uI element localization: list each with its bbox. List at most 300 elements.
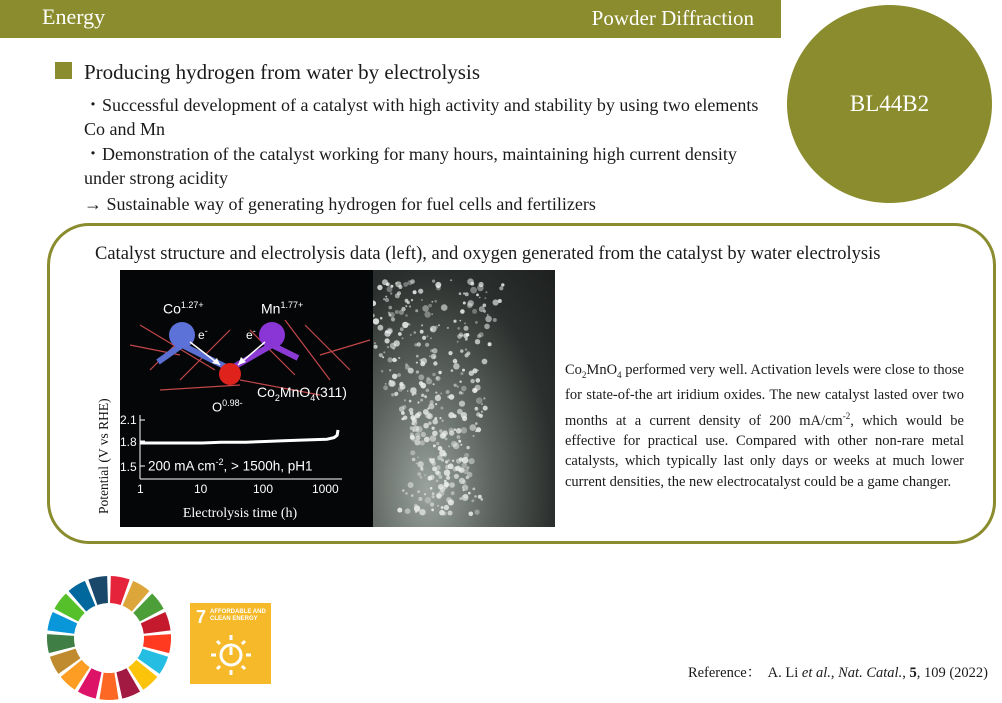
bubble: [476, 294, 479, 297]
bubble: [462, 369, 465, 372]
bubble: [464, 326, 469, 331]
bubble: [413, 290, 417, 294]
bubble: [405, 314, 408, 317]
bubble: [431, 301, 433, 303]
bubble: [428, 304, 432, 308]
bubble: [472, 309, 477, 314]
bubble: [470, 379, 474, 383]
bubble: [416, 355, 419, 358]
bubble: [385, 338, 390, 343]
electron-label: e-: [246, 326, 256, 342]
bubble: [420, 361, 425, 366]
sun-power-icon: [208, 633, 254, 677]
bubble: [463, 489, 465, 491]
bubble: [388, 357, 393, 362]
bubble: [423, 423, 429, 429]
bubble: [383, 351, 385, 353]
bubble: [493, 318, 497, 322]
bubble: [421, 432, 426, 437]
bubble: [401, 411, 405, 415]
bubble: [484, 324, 490, 330]
bubble: [418, 374, 424, 380]
bubble: [373, 301, 376, 307]
bubble: [435, 403, 437, 405]
y-tick-label: 1.5: [120, 460, 137, 474]
bubble: [386, 282, 390, 286]
bubble: [435, 395, 441, 401]
bubble: [409, 305, 411, 307]
bubble: [468, 492, 471, 495]
bubble: [481, 403, 483, 405]
bubble: [476, 378, 481, 383]
bubble: [470, 424, 477, 431]
bubble: [400, 327, 404, 331]
bubble: [417, 401, 419, 403]
bubble: [389, 306, 393, 310]
bubble: [424, 493, 426, 495]
bubble: [481, 411, 483, 413]
bubble: [422, 305, 429, 312]
bubble: [473, 435, 475, 437]
bubble: [485, 291, 487, 293]
bubble: [479, 282, 484, 287]
bubble: [459, 292, 462, 295]
category-label: Energy: [42, 4, 106, 29]
bubble: [422, 336, 426, 340]
bubble: [475, 510, 480, 515]
heading-bullet-square: [55, 62, 72, 79]
bubble: [472, 488, 475, 491]
bubble: [411, 299, 413, 301]
bubble: [389, 369, 391, 371]
bubble: [430, 337, 432, 339]
bubble: [467, 334, 469, 336]
bubble: [420, 330, 424, 334]
bubble: [412, 430, 414, 432]
bubble: [373, 314, 375, 318]
bubble: [447, 327, 449, 329]
bubble: [395, 359, 397, 361]
bubble: [499, 286, 503, 290]
bubble: [475, 430, 477, 432]
bubble: [391, 393, 394, 396]
bubble: [399, 406, 405, 412]
bubble: [428, 476, 433, 481]
bubble: [481, 498, 484, 501]
bubble: [467, 278, 474, 285]
bubble: [394, 392, 398, 396]
bubble: [436, 442, 439, 445]
bubble: [461, 427, 467, 433]
bubble: [465, 348, 467, 350]
bubble: [398, 285, 402, 289]
bubble: [432, 373, 435, 376]
topic-label: Powder Diffraction: [591, 6, 754, 30]
co-bond: [158, 345, 182, 362]
x-tick-label: 1000: [312, 482, 339, 496]
bubble-field: [373, 270, 555, 527]
co-atom: [169, 322, 195, 348]
bubble: [400, 384, 406, 390]
bubble: [487, 314, 489, 316]
bubble: [410, 387, 417, 394]
bubble: [447, 395, 450, 398]
bubble: [416, 462, 418, 464]
bubble: [469, 458, 475, 464]
bubble: [436, 377, 439, 380]
bubble: [444, 482, 450, 488]
o-label: $O^{0.98-}$: [212, 398, 243, 415]
bubble: [438, 446, 443, 451]
bubble: [462, 494, 469, 501]
bubble: [479, 297, 481, 299]
bubble: [402, 337, 404, 339]
bubble: [455, 466, 459, 470]
bubble: [482, 359, 488, 365]
bullet-item: → Sustainable way of generating hydrogen for fuel cells and fertilizers: [84, 194, 596, 214]
y-tick-label: 1.8: [120, 435, 137, 449]
bubble: [485, 316, 492, 323]
bubble: [475, 407, 478, 410]
chart-annotation: 200 mA $cm^{-2}$, > 1500h, pH1: [148, 457, 313, 474]
bubble: [409, 324, 411, 326]
bubble: [432, 495, 435, 498]
bubble: [434, 468, 436, 470]
bubble: [417, 490, 420, 493]
bubble: [421, 299, 423, 301]
bubble: [460, 309, 465, 314]
bubble: [397, 508, 402, 513]
bubble: [401, 307, 405, 311]
bubble: [405, 508, 411, 514]
bubble: [429, 355, 431, 357]
bubble: [395, 310, 399, 314]
bubble: [440, 393, 442, 395]
bubble: [433, 444, 436, 447]
bullet-item: ・Successful development of a catalyst with high activity and stability by using two elements Co and Mn: [84, 95, 759, 139]
bubble: [454, 474, 459, 479]
reference-citation: Reference： A. Li et al., Nat. Catal., 5, 109 (2022): [687, 665, 988, 681]
bubble: [442, 511, 446, 515]
bubble: [426, 389, 430, 393]
bubble: [381, 370, 384, 373]
bubble: [460, 444, 462, 446]
bubble: [390, 292, 392, 294]
bubble: [464, 323, 466, 325]
bubble: [428, 422, 431, 425]
bubble: [457, 386, 459, 388]
sdg-wheel-logo: [44, 575, 174, 701]
bubble: [436, 480, 439, 483]
beamline-label: BL44B2: [849, 91, 930, 116]
sdg7-icon: [190, 603, 271, 684]
bubble: [398, 332, 402, 336]
bubble: [483, 304, 487, 308]
bubble: [452, 460, 454, 462]
bubble: [483, 406, 488, 411]
bubble: [448, 412, 454, 418]
bubble: [430, 502, 434, 506]
bubble: [431, 313, 433, 315]
x-tick-label: 1: [137, 482, 144, 496]
bubble: [394, 340, 400, 346]
bubble: [444, 505, 449, 510]
bubble: [436, 493, 441, 498]
bubble: [403, 282, 408, 287]
bubble: [407, 280, 412, 285]
bubble: [467, 303, 473, 309]
bubble: [380, 317, 383, 320]
bubble: [412, 393, 414, 395]
sdg-wheel-segment: [99, 673, 118, 700]
bubble: [475, 339, 480, 344]
bubble: [459, 391, 462, 394]
bubble: [431, 509, 434, 512]
bubble: [387, 286, 393, 292]
bubble: [424, 311, 430, 317]
bubble: [432, 419, 438, 425]
bubble: [475, 321, 478, 324]
bubble: [430, 400, 434, 404]
bubble: [414, 440, 420, 446]
bubble: [383, 298, 385, 300]
bubble: [410, 334, 412, 336]
bubble: [457, 334, 462, 339]
bubble: [440, 407, 443, 410]
bubble: [459, 467, 465, 473]
bubble: [420, 476, 422, 478]
bubble: [479, 414, 483, 418]
bubble: [432, 280, 435, 283]
y-tick-label: 2.1: [120, 413, 137, 427]
bubble: [457, 341, 459, 343]
sdg-label: AFFORDABLE AND CLEAN ENERGY: [210, 609, 266, 622]
bubble: [384, 330, 390, 336]
bubble: [438, 484, 444, 490]
bubble: [439, 417, 441, 419]
bubble: [426, 335, 428, 337]
bubble: [451, 369, 454, 372]
bubble: [417, 457, 419, 459]
bubble: [415, 432, 420, 437]
bubble: [435, 392, 437, 394]
bubble: [493, 299, 499, 305]
bubble: [449, 428, 454, 433]
bubble: [484, 297, 486, 299]
bubble: [469, 371, 474, 376]
bubble: [391, 317, 395, 321]
bubble: [407, 390, 409, 392]
bubble: [415, 413, 420, 418]
co-label: $Co^{1.27+}$: [163, 300, 204, 317]
bubble: [374, 345, 378, 349]
bubble: [387, 346, 389, 348]
bubble: [417, 472, 421, 476]
bubble: [389, 312, 395, 318]
x-tick-label: 100: [253, 482, 274, 496]
bubble: [442, 420, 444, 422]
bubble: [385, 296, 387, 298]
bubble: [410, 450, 415, 455]
catalyst-figure: [120, 270, 378, 527]
bubble: [432, 348, 437, 353]
bubble: [385, 298, 389, 302]
bubble: [430, 326, 437, 333]
bubble: [466, 476, 470, 480]
bubble: [435, 470, 440, 475]
bubble: [483, 397, 485, 399]
bubble: [455, 361, 457, 363]
bubble: [433, 356, 435, 358]
bubble: [448, 511, 453, 516]
bubble: [411, 494, 414, 497]
bubble: [434, 300, 437, 303]
bubble: [479, 332, 484, 337]
bubble: [458, 440, 461, 443]
bubble: [430, 458, 435, 463]
bubble: [402, 489, 404, 491]
bubble: [475, 422, 478, 425]
bubble: [430, 435, 437, 442]
bubble: [438, 324, 440, 326]
figure-description: $Co_2MnO_4$ performed very well. Activation levels were close to those for state-of-the art iridium oxides. The new catalyst lasted over two months at a current density of 200 $mA/cm^{-2}$, which would be effective for practical use. Compared with other non-rare metal catalysts, which typically last only days or weeks at much lower current densities, the new electrocatalyst could be a game changer.: [565, 362, 964, 490]
bubble: [433, 383, 435, 385]
bubble: [476, 397, 483, 404]
bubble: [418, 497, 422, 501]
beamline-badge: [787, 5, 992, 203]
bubble: [478, 495, 482, 499]
bubble: [420, 399, 423, 402]
bubble: [446, 476, 450, 480]
bubble: [453, 443, 460, 450]
bubble: [432, 492, 435, 495]
bubble: [449, 482, 455, 488]
bubble: [466, 446, 469, 449]
bubble: [461, 386, 467, 392]
bubble: [398, 357, 400, 359]
bubble: [424, 437, 430, 443]
bubble: [425, 497, 431, 503]
bubble: [459, 381, 461, 383]
bubble: [377, 285, 382, 290]
bubble: [417, 342, 421, 346]
bubble: [420, 359, 423, 362]
bubble: [441, 459, 444, 462]
bubble: [397, 373, 401, 377]
bubble: [465, 292, 469, 296]
bubble: [474, 495, 477, 498]
bubble: [459, 478, 465, 484]
bubble: [457, 327, 460, 330]
potential-series-line: [140, 430, 338, 443]
y-axis-label: Potential (V vs RHE): [96, 398, 111, 514]
sdg-number: 7: [196, 607, 207, 627]
bubble: [383, 385, 388, 390]
bubble: [464, 453, 469, 458]
bubble: [469, 512, 474, 517]
bubble: [416, 370, 419, 373]
figure-caption: Catalyst structure and electrolysis data (left), and oxygen generated from the catalyst by water electrolysis: [95, 244, 881, 264]
bubble: [432, 427, 435, 430]
bubble: [488, 342, 492, 346]
bubble: [463, 302, 466, 305]
o-atom: [219, 363, 241, 385]
header-bar: [0, 0, 781, 37]
oxygen-bubbles-photo: [373, 270, 555, 527]
bullet-item: ・Demonstration of the catalyst working for many hours, maintaining high current density under strong acidity: [84, 144, 737, 188]
bubble: [501, 283, 504, 286]
bubble: [457, 435, 461, 439]
bubble: [453, 363, 459, 369]
bubble: [471, 499, 474, 502]
bubble: [420, 468, 423, 471]
facet-label: $Co_2MnO_4(311)$: [257, 384, 347, 403]
bubble: [392, 374, 397, 379]
bubble: [439, 429, 442, 432]
bubble: [451, 491, 455, 495]
page-title: Producing hydrogen from water by electrolysis: [84, 60, 480, 84]
bubble: [445, 438, 448, 441]
bubble: [420, 383, 426, 389]
bubble: [403, 416, 407, 420]
bubble: [408, 368, 414, 374]
bubble: [460, 320, 462, 322]
bubble: [404, 399, 406, 401]
x-axis-label: Electrolysis time (h): [182, 506, 298, 521]
bubble: [460, 349, 463, 352]
bubble: [389, 380, 391, 382]
bubble: [474, 388, 477, 391]
bubble: [412, 420, 418, 426]
bubble: [441, 304, 448, 311]
bubble: [426, 377, 430, 381]
bubble: [421, 324, 423, 326]
bubble: [462, 416, 467, 421]
mn-label: $Mn^{1.77+}$: [261, 300, 304, 317]
bubble: [450, 279, 452, 281]
bubble: [416, 362, 418, 364]
bubble: [405, 492, 407, 494]
bubble: [407, 301, 410, 304]
bubble: [414, 331, 417, 334]
bubble: [448, 351, 452, 355]
bubble: [395, 293, 400, 298]
x-tick-label: 10: [194, 482, 208, 496]
bubble: [412, 458, 416, 462]
bubble: [382, 356, 384, 358]
bubble: [460, 372, 463, 375]
bubble: [454, 384, 457, 387]
bubble: [463, 292, 465, 294]
bubble: [459, 401, 465, 407]
bubble: [378, 325, 384, 331]
bubble: [442, 430, 448, 436]
bubble: [425, 343, 429, 347]
bubble: [373, 318, 379, 324]
bubble: [470, 287, 477, 294]
bubble: [444, 470, 450, 476]
bubble: [433, 361, 437, 365]
bubble: [414, 505, 420, 511]
bubble: [457, 409, 463, 415]
bubble: [409, 400, 412, 403]
bubble: [385, 383, 387, 385]
bubble: [441, 506, 444, 509]
bubble: [448, 445, 450, 447]
bubble: [410, 435, 415, 440]
bubble: [477, 369, 479, 371]
bubble: [416, 426, 423, 433]
